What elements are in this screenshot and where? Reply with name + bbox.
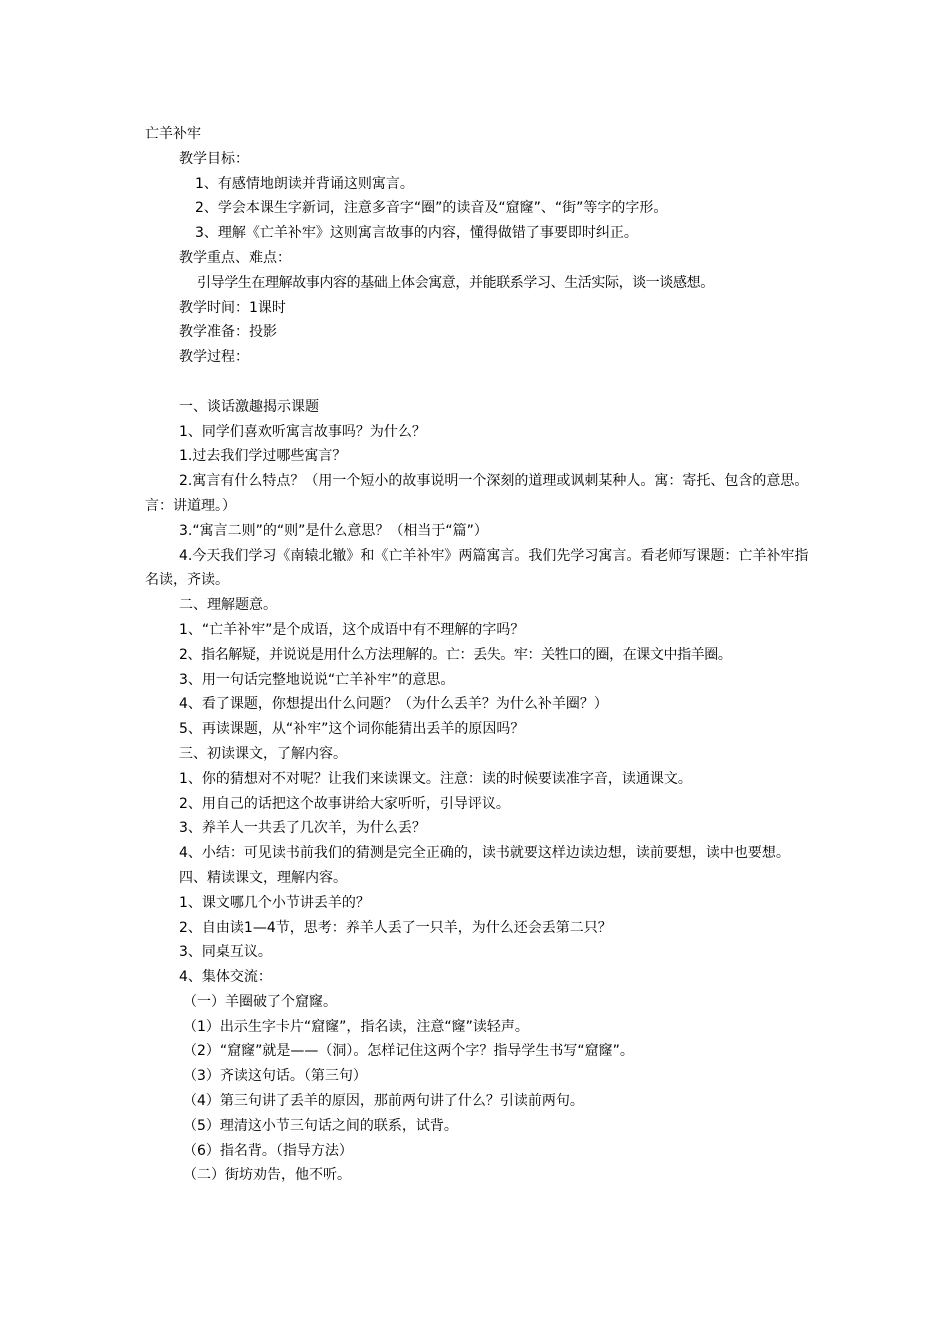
sub-item: （4）第三句讲了丢羊的原因，那前两句讲了什么？引读前两句。 — [183, 1093, 584, 1110]
paragraph: 3、同桌互议。 — [179, 944, 272, 961]
paragraph: 1、“亡羊补牢”是个成语，这个成语中有不理解的字吗？ — [179, 621, 525, 638]
section-heading: 三、初读课文，了解内容。 — [179, 745, 347, 762]
sub-item: （2）“窟窿”就是——（洞）。怎样记住这两个字？指导学生书写“窟窿”。 — [183, 1043, 634, 1060]
objective-item: 3、理解《亡羊补牢》这则寓言故事的内容，懂得做错了事要即时纠正。 — [195, 225, 638, 242]
paragraph: 2、自由读1—4节，思考：养羊人丢了一只羊，为什么还会丢第二只？ — [179, 919, 612, 936]
document-title: 亡羊补牢 — [145, 126, 201, 142]
paragraph: 4、看了课题，你想提出什么问题？（为什么丢羊？为什么补羊圈？） — [179, 696, 608, 713]
section-heading: 二、理解题意。 — [179, 597, 277, 614]
sub-item: （3）齐读这句话。（第三句） — [183, 1068, 367, 1085]
paragraph: 4.今天我们学习《南辕北辙》和《亡羊补牢》两篇寓言。我们先学习寓言。看老师写课题：亡羊补牢指名读，齐读。 — [145, 547, 809, 589]
keypoints-text: 引导学生在理解故事内容的基础上体会寓意，并能联系学习、生活实际，谈一谈感想。 — [197, 274, 714, 291]
teaching-time: 教学时间：1课时 — [179, 299, 286, 316]
objective-item: 1、有感情地朗读并背诵这则寓言。 — [195, 175, 414, 192]
objective-item: 2、学会本课生字新词，注意多音字“圈”的读音及“窟窿”、“街”等字的字形。 — [195, 200, 668, 217]
paragraph: 3、养羊人一共丢了几次羊，为什么丢？ — [179, 820, 426, 837]
paragraph: 1、你的猜想对不对呢？让我们来读课文。注意：读的时候要读准字音，读通课文。 — [179, 770, 692, 787]
paragraph: 3.“寓言二则”的“则”是什么意思？（相当于“篇”） — [179, 522, 488, 539]
blank-line — [145, 370, 810, 395]
paragraph: 4、集体交流： — [179, 969, 272, 986]
paragraph: 1、课文哪几个小节讲丢羊的？ — [179, 894, 370, 911]
paragraph: 1.过去我们学过哪些寓言？ — [179, 448, 347, 465]
paragraph: 2、指名解疑，并说说是用什么方法理解的。亡：丢失。牢：关牲口的圈，在课文中指羊圈。 — [179, 646, 732, 663]
subsection-heading: （二）街坊劝告，他不听。 — [183, 1167, 351, 1184]
section-heading: 四、精读课文，理解内容。 — [179, 869, 347, 886]
keypoints-heading: 教学重点、难点： — [179, 249, 291, 266]
document-body — [145, 122, 810, 1188]
paragraph: 3、用一句话完整地说说“亡羊补牢”的意思。 — [179, 671, 455, 688]
sub-item: （1）出示生字卡片“窟窿”，指名读，注意“窿”读轻声。 — [183, 1018, 529, 1035]
section-heading: 一、谈话激趣揭示课题 — [179, 398, 319, 415]
process-heading: 教学过程： — [179, 349, 249, 366]
subsection-heading: （一）羊圈破了个窟窿。 — [183, 993, 337, 1010]
paragraph: 4、小结：可见读书前我们的猜测是完全正确的，读书就要这样边读边想，读前要想，读中也要想。 — [179, 845, 790, 862]
objectives-heading: 教学目标： — [179, 150, 249, 167]
sub-item: （5）理清这小节三句话之间的联系，试背。 — [183, 1117, 458, 1134]
paragraph: 2.寓言有什么特点？（用一个短小的故事说明一个深刻的道理或讽刺某种人。寓：寄托、包含的意思。言：讲道理。） — [145, 473, 809, 514]
paragraph: 1、同学们喜欢听寓言故事吗？为什么？ — [179, 423, 426, 440]
teaching-prep: 教学准备：投影 — [179, 324, 277, 341]
paragraph: 5、再读课题，从“补牢”这个词你能猜出丢羊的原因吗？ — [179, 721, 525, 738]
paragraph: 2、用自己的话把这个故事讲给大家听听，引导评议。 — [179, 795, 510, 812]
sub-item: （6）指名背。（指导方法） — [183, 1142, 353, 1159]
